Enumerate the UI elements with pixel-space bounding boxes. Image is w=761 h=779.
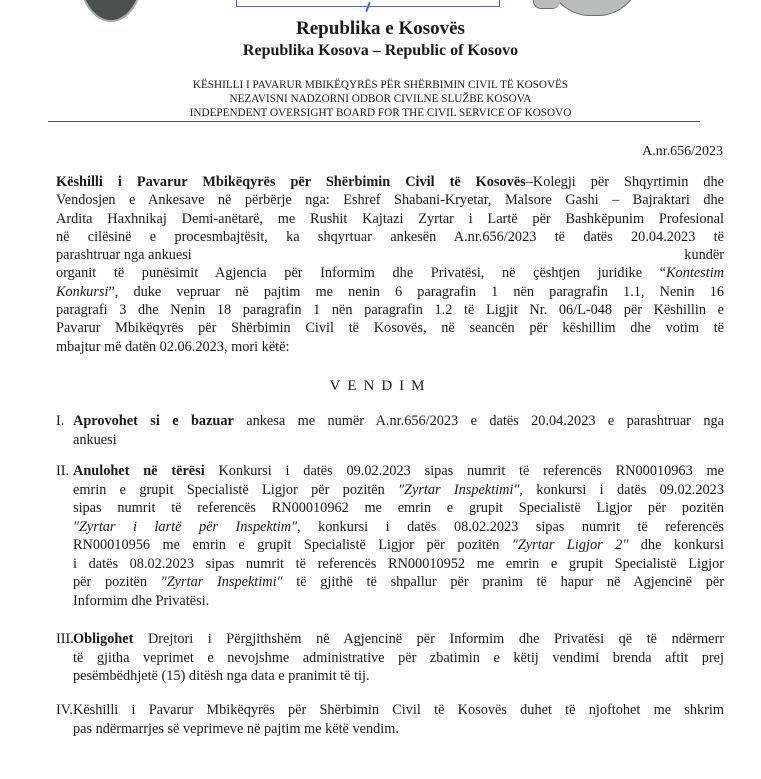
item-line: ankuesi: [73, 431, 117, 448]
item-verdict: Aprovohet si e bazuar: [73, 413, 234, 429]
intro-line: mbajtur më datën 02.06.2023, mori këtë:: [56, 338, 290, 355]
case-number: A.nr.656/2023: [642, 144, 723, 159]
intro-text: ”, duke vepruar në pajtim me nenin 6 paragrafin 1 nën paragrafin 1.1, Nenin 16: [108, 283, 724, 300]
org-name-english: INDEPENDENT OVERSIGHT BOARD FOR THE CIVIL SERVICE OF KOSOVO: [189, 107, 572, 119]
org-name-albanian: KËSHILLI I PAVARUR MBIKËQYRËS PËR SHËRBIMIN CIVIL TË KOSOVËS: [192, 79, 569, 91]
item-numeral: II.: [56, 463, 70, 479]
item-line: [73, 481, 724, 500]
item-line: pas ndërmarrjes së veprimeve në pajtim me këtë vendim.: [73, 720, 399, 737]
position-name: ″Zyrtar Ligjor 2″: [511, 537, 629, 553]
item-numeral: III.: [56, 631, 74, 647]
item-verdict: Obligohet: [73, 631, 134, 647]
intro-text: organit të punësimit Agjencia për Informim dhe Privatësi, në çështjen juridike “: [56, 265, 667, 282]
item-line: [73, 462, 724, 481]
intro-text: –Kolegji për Shqyrtimin dhe: [525, 174, 724, 190]
item-text: të gjithë të shpallur për pranim të hapur në Agjencinë për: [282, 574, 725, 590]
item-line: [73, 630, 724, 649]
item-text: dhe konkursi: [628, 537, 724, 553]
item-text: për pozitën: [73, 574, 161, 590]
header-divider: [48, 121, 700, 122]
intro-paragraph: [56, 173, 724, 356]
intro-line: Vendosjen e Ankesave në përbërje nga: Eshref Shabani-Kryetar, Malsore Gashi – Bajraktari dhe: [56, 192, 724, 209]
case-subject: Konkursi: [56, 283, 109, 300]
case-subject: Kontestim: [666, 265, 724, 282]
item-text: Konkursi i datës 09.02.2023 sipas numrit të referencës RN00010963 me: [204, 463, 724, 479]
item-text: emrin e grupit Specialistë Ligjor për pozitën: [73, 481, 399, 498]
item-text: ankesa me numër A.nr.656/2023 e datës 20.04.2023 e parashtruar nga: [233, 413, 724, 429]
item-line: [73, 518, 724, 537]
item-line: të gjitha veprimet e nevojshme administrative për zbatimin e këtij vendimi brenda aftit prej: [73, 649, 724, 666]
item-line: i datës 08.02.2023 sipas numrit të referencës RN00010952 me emrin e grupit Specialistë Ligjor: [73, 555, 724, 572]
intro-line: [56, 264, 724, 282]
item-line: Informim dhe Privatësi.: [73, 592, 210, 609]
item-verdict: Anulohet në tërësi: [73, 463, 205, 479]
item-text: , konkursi i datës 08.02.2023 sipas numrit të referencës: [297, 518, 724, 535]
item-numeral: IV.: [56, 702, 73, 718]
decision-heading: VENDIM: [329, 378, 432, 394]
intro-text: parashtruar nga ankuesi: [56, 247, 192, 264]
position-name: ″Zyrtar i lartë për Inspektim″: [73, 518, 298, 535]
intro-line: paragrafi 3 dhe Nenin 18 paragrafin 1 nën paragrafin 1.2 të Ligjit Nr. 06/L-048 për Këshillin e: [56, 302, 724, 319]
item-body: [73, 630, 724, 686]
decision-item: [56, 701, 724, 738]
item-body: [73, 701, 724, 738]
decision-item: [56, 412, 724, 449]
item-line: pesëmbëdhjetë (15) ditësh nga data e pranimit të tij.: [73, 668, 370, 684]
item-line: [73, 412, 724, 431]
intro-line: [56, 283, 724, 301]
intro-text: kundër: [684, 247, 724, 264]
position-name: ″Zyrtar Inspektimi″: [398, 481, 520, 498]
letterhead-title: Republika e Kosovës: [296, 18, 465, 39]
item-body: [73, 412, 724, 449]
org-name-serbian: NEZAVISNI NADZORNI ODBOR CIVILNE SLUŽBE KOSOVA: [229, 93, 532, 105]
letterhead-subtitle: Republika Kosova – Republic of Kosovo: [242, 42, 519, 59]
item-body: [73, 462, 724, 610]
item-line: [73, 536, 724, 555]
item-line: sipas numrit të referencës RN00010962 me emrin e grupit Specialistë Ligjor për pozitën: [73, 500, 724, 516]
intro-line: [56, 246, 724, 264]
decision-item: [56, 462, 724, 610]
signature-mark: [236, 0, 500, 7]
intro-line: [56, 173, 724, 191]
item-text: , konkursi i datës 09.02.2023: [519, 481, 724, 498]
oversight-board-logo-icon: [548, 0, 640, 16]
position-name: ″Zyrtar Inspektimi″: [160, 574, 283, 590]
council-name: Këshilli i Pavarur Mbikëqyrës për Shërbimin Civil të Kosovës: [56, 174, 526, 190]
item-line: Këshilli i Pavarur Mbikëqyrës për Shërbimin Civil të Kosovës duhet të njoftohet me shkrim: [73, 702, 724, 718]
item-text: RN00010956 me emrin e grupit Specialistë Ligjor për pozitën: [73, 537, 512, 553]
item-line: [73, 573, 724, 592]
intro-line: në cilësinë e procesmbajtësit, ka shqyrtuar ankesën A.nr.656/2023 të datës 20.04.2023 të: [56, 228, 724, 245]
decision-item: [56, 630, 724, 686]
intro-line: Ardita Haxhnikaj Demi-anëtarë, me Rushit Kajtazi Zyrtar i Lartë për Bashkëpunim Profesional: [56, 210, 724, 227]
item-text: Drejtori i Përgjithshëm në Agjencinë për Informim dhe Privatësi që të ndërmerr: [133, 631, 724, 647]
intro-line: Pavarur Mbikëqyrës për Shërbimin Civil të Kosovës, në seancën për këshillim dhe votim të: [56, 320, 724, 337]
item-numeral: I.: [56, 413, 65, 429]
